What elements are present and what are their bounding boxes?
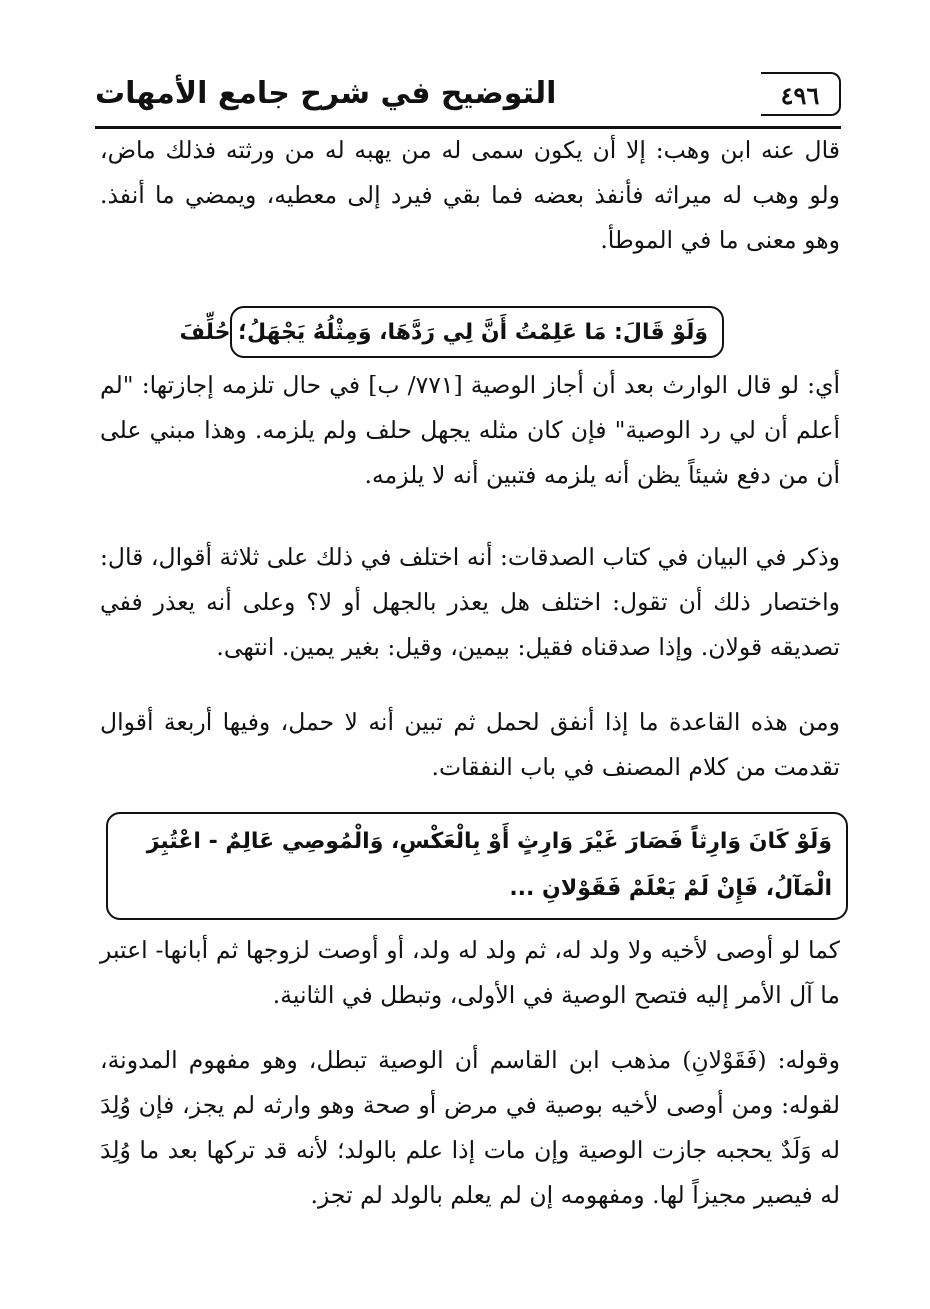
paragraph-text: كما لو أوصى لأخيه ولا ولد له، ثم ولد له ولد، أو أوصت لزوجها ثم أبانها- اعتبر ما آل الأمر إليه فتصح الوصية في الأولى، وتبطل في الثانية. bbox=[100, 936, 840, 1009]
matn-box-2 bbox=[106, 812, 848, 920]
paragraph-text: قال عنه ابن وهب: إلا أن يكون سمى له من يهبه له من ورثته فذلك ماض، ولو وهب له ميراثه فأنفذ بعضه فما بقي فيرد إلى معطيه، ويمضي ما أنفذ. وهو معنى ما في الموطأ. bbox=[100, 136, 840, 254]
paragraph-4 bbox=[100, 700, 840, 790]
matn-text: وَلَوْ قَالَ: مَا عَلِمْتُ أَنَّ لِي رَدَّهَا، وَمِثْلُهُ يَجْهَلُ؛ حُلِّفَ bbox=[179, 320, 708, 345]
paragraph-text: أي: لو قال الوارث بعد أن أجاز الوصية [٧٧١/ ب] في حال تلزمه إجازتها: "لم أعلم أن لي رد الوصية" فإن كان مثله يجهل حلف ولم يلزمه. وهذا مبني على أن من دفع شيئاً يظن أنه يلزمه فتبين أنه لا يلزمه. bbox=[100, 371, 841, 489]
page-number: ٤٩٦ bbox=[761, 72, 841, 116]
running-title: التوضيح في شرح جامع الأمهات bbox=[95, 76, 557, 111]
matn-text: وَلَوْ كَانَ وَارِثاً فَصَارَ غَيْرَ وَارِثٍ أَوْ بِالْعَكْسِ، وَالْمُوصِي عَالِمٌ - اعْتُبِرَ الْمَآلُ، فَإِنْ لَمْ يَعْلَمْ فَقَوْلانِ ... bbox=[146, 829, 832, 901]
page-header bbox=[95, 62, 841, 129]
paragraph-3 bbox=[100, 535, 840, 670]
paragraph-5 bbox=[100, 928, 840, 1018]
paragraph-1 bbox=[100, 128, 840, 263]
paragraph-6 bbox=[100, 1038, 840, 1218]
paragraph-text: ومن هذه القاعدة ما إذا أنفق لحمل ثم تبين أنه لا حمل، وفيها أربعة أقوال تقدمت من كلام المصنف في باب النفقات. bbox=[100, 708, 840, 781]
paragraph-text: وقوله: (فَقَوْلانِ) مذهب ابن القاسم أن الوصية تبطل، وهو مفهوم المدونة، لقوله: ومن أوصى لأخيه بوصية في مرض أو صحة وهو وارثه لم يجز، فإن وُلِدَ له وَلَدٌ يحجبه جازت الوصية وإن مات إذا علم بالولد؛ لأنه قد تركها بعد ما وُلِدَ له فيصير مجيزاً لها. ومفهومه إن لم يعلم بالولد لم تجز. bbox=[100, 1046, 840, 1209]
paragraph-text: وذكر في البيان في كتاب الصدقات: أنه اختلف في ذلك على ثلاثة أقوال، قال: واختصار ذلك أن تقول: اختلف هل يعذر بالجهل أو لا؟ وعلى أنه يعذر ففي تصديقه قولان. وإذا صدقناه فقيل: بيمين، وقيل: بغير يمين. انتهى. bbox=[100, 543, 840, 661]
matn-box-1 bbox=[179, 306, 724, 358]
paragraph-2 bbox=[100, 363, 840, 498]
